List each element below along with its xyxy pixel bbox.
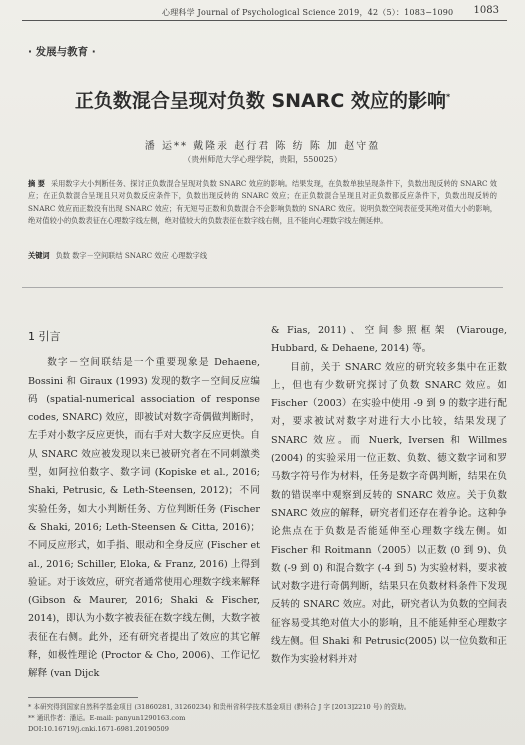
- abstract: [28, 178, 497, 227]
- correspondence-note: ** 通讯作者：潘运。E-mail: panyun1290163.com: [28, 714, 186, 722]
- body-paragraph: 目前，关于 SNARC 效应的研究较多集中在正数上，但也有少数研究探讨了负数 SNARC 效应。如 Fischer（2003）在实验中使用 -9 到 9 的数字进行配对，要求被试对数字对进行大小比较，结果发现了 SNARC 效应。而 Nuerk, Iversen 和 Willmes (2004) 的实验采用一位正数、负数、德文数字词和罗马数字符号作为材料，任务是数字奇偶判断，结果在负数的错误率中观察到反转的 SNARC 效应。关于负数 SNARC 效应的解释，研究者们还存在着争论。这种争论焦点在于负数是否能延伸至心理数字线左侧。如 Fischer 和 Roitmann（2005）以正数 (0 到 9)、负数 (-9 到 0) 和混合数字 (-4 到 5) 为实验材料，要求被试对数字进行奇偶判断，结果只在负数材料条件下发现反转的 SNARC 效应。对此，研究者认为负数的空间表征容易受其绝对值大小的影响，且不能延伸至心理数字线左侧。但 Shaki 和 Petrusic(2005) 以一位负数和正数作为实验材料并对: [271, 361, 507, 666]
- funding-note: * 本研究得到国家自然科学基金项目 (31860281, 31260234) 和贵州省科学技术基金项目 (黔科合 J 字 [2013]2210 号) 的资助。: [28, 703, 411, 711]
- title-footnote-mark: *: [445, 92, 451, 102]
- journal-citation: 心理科学 Journal of Psychological Science 2019，42（5）：1083−1090: [162, 8, 454, 17]
- article-title: [0, 86, 525, 113]
- author-list: 潘 运** 戴隆汞 赵行君 陈 纺 陈 加 赵守盈: [144, 141, 381, 152]
- body-paragraph: & Fias, 2011)、空间参照框架 (Viarouge, Hubbard, & Dehaene, 2014) 等。: [271, 325, 507, 355]
- right-column: [271, 322, 507, 670]
- abstract-label: 摘 要: [28, 179, 45, 188]
- doi-note: DOI:10.16719/j.cnki.1671-6981.20190509: [28, 725, 169, 733]
- body-paragraph: 数字－空间联结是一个重要现象是 Dehaene, Bossini 和 Giraux (1993) 发现的数字－空间反应编 码 (spatial-numerical association of response codes, SNARC) 效应，即被试对数字奇偶做判断时，左手对小数字反应更快，而右手对大数字反应更快。自从 SNARC 效应被发现以来已被研究者在不同刺激类型，如阿拉伯数字、数字词 (Kopiske et al., 2016; Shaki, Petrusic, & Leth-Steensen, 2012)；不同实验任务，如大小判断任务、方位判断任务 (Fischer & Shaki, 2016; Leth-Steensen & Citta, 2016)；不同反应形式，如手指、眼动和全身反应 (Fischer et al., 2016; Schiller, Eloka, & Franz, 2016) 上得到验证。对于该效应，研究者通常使用心理数字线来解释 (Gibson & Maurer, 2016; Shaki & Fischer, 2014)，即认为小数字被表征在数字线左侧，大数字被表征在右侧。此外，还有研究者提出了效应的其它解释，如极性理论 (Proctor & Cho, 2006)、工作记忆解释 (van Dijck: [28, 357, 260, 680]
- abstract-divider: [22, 287, 503, 288]
- left-column: [28, 328, 260, 684]
- section-tag: · 发展与教育 ·: [28, 46, 96, 58]
- page-number: 1083: [473, 5, 499, 16]
- footnotes: [28, 702, 503, 735]
- section-heading: 1 引言: [28, 330, 61, 343]
- affiliation: （贵州师范大学心理学院，贵阳，550025）: [183, 155, 342, 164]
- abstract-text: 采用数字大小判断任务、探讨正负数混合呈现对负数 SNARC 效应的影响。结果发现，在负数单独呈现条件下，负数出现反转的 SNARC 效应；在正负数混合呈现且只对负数反应条件下，负数出现反转的 SNARC 效应；在正负数混合呈现且对正负数都反应条件下，负数出现反转的 SNARC 效应而正数没有出现 SNARC 效应；有无短号正数和负数混合不会影响负数的 SNARC 效应。说明负数空间表征受其绝对值大小的影响，绝对值较小的负数表征在心理数字线左侧，绝对值较大的负数表征在数字线右侧，且不能向心理数字线左侧延伸。: [28, 179, 497, 225]
- keywords: [28, 251, 497, 261]
- keywords-label: 关键词: [28, 251, 50, 260]
- running-head: [22, 4, 507, 21]
- keywords-text: 负数 数字－空间联结 SNARC 效应 心理数字线: [55, 251, 208, 260]
- footnote-divider: [28, 697, 138, 698]
- article-title-text: 正负数混合呈现对负数 SNARC 效应的影响: [74, 90, 446, 112]
